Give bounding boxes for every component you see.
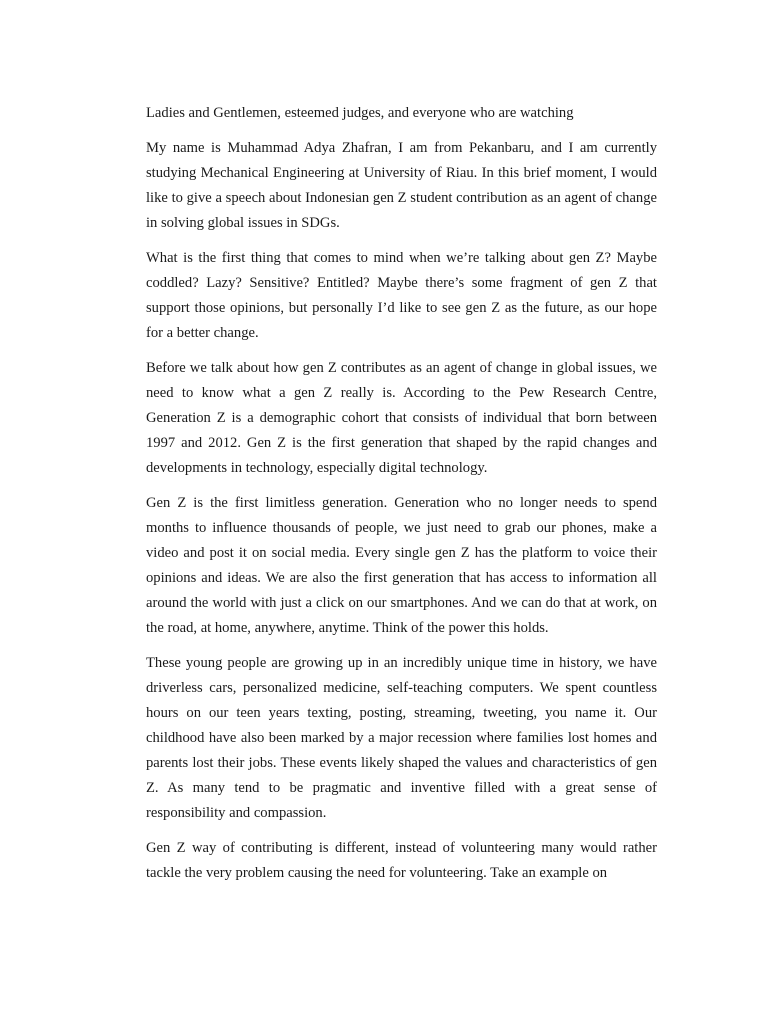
contribution-paragraph: Gen Z way of contributing is different, instead of volunteering many would rather tackle the very problem causing the need for volunteering. Take an example on — [146, 840, 657, 881]
limitless-generation-paragraph: Gen Z is the first limitless generation. Generation who no longer needs to spend months to influence thousands of people, we just need to grab our phones, make a video and post it on social media. Every single gen Z has the platform to voice their opinions and ideas. We are also the first generation that has access to information all around the world with just a click on our smartphones. And we can do that at work, on the road, at home, anywhere, anytime. Think of the power this holds. — [146, 495, 657, 636]
gen-z-definition-paragraph: Before we talk about how gen Z contributes as an agent of change in global issues, we need to know what a gen Z really is. According to the Pew Research Centre, Generation Z is a demographic cohort that consists of individual that born between 1997 and 2012. Gen Z is the first generation that shaped by the rapid changes and developments in technology, especially digital technology. — [146, 360, 657, 476]
greeting-paragraph: Ladies and Gentlemen, esteemed judges, and everyone who are watching — [146, 105, 574, 121]
speech-text — [146, 101, 657, 896]
introduction-paragraph: My name is Muhammad Adya Zhafran, I am from Pekanbaru, and I am currently studying Mechanical Engineering at University of Riau. In this brief moment, I would like to give a speech about Indonesian gen Z student contribution as an agent of change in solving global issues in SDGs. — [146, 140, 657, 231]
gen-z-perception-paragraph: What is the first thing that comes to mind when we’re talking about gen Z? Maybe coddled? Lazy? Sensitive? Entitled? Maybe there’s some fragment of gen Z that support those opinions, but personally I’d like to see gen Z as the future, as our hope for a better change. — [146, 250, 657, 341]
unique-time-paragraph: These young people are growing up in an incredibly unique time in history, we have driverless cars, personalized medicine, self-teaching computers. We spent countless hours on our teen years texting, posting, streaming, tweeting, you name it. Our childhood have also been marked by a major recession where families lost homes and parents lost their jobs. These events likely shaped the values and characteristics of gen Z. As many tend to be pragmatic and inventive filled with a great sense of responsibility and compassion. — [146, 655, 657, 821]
